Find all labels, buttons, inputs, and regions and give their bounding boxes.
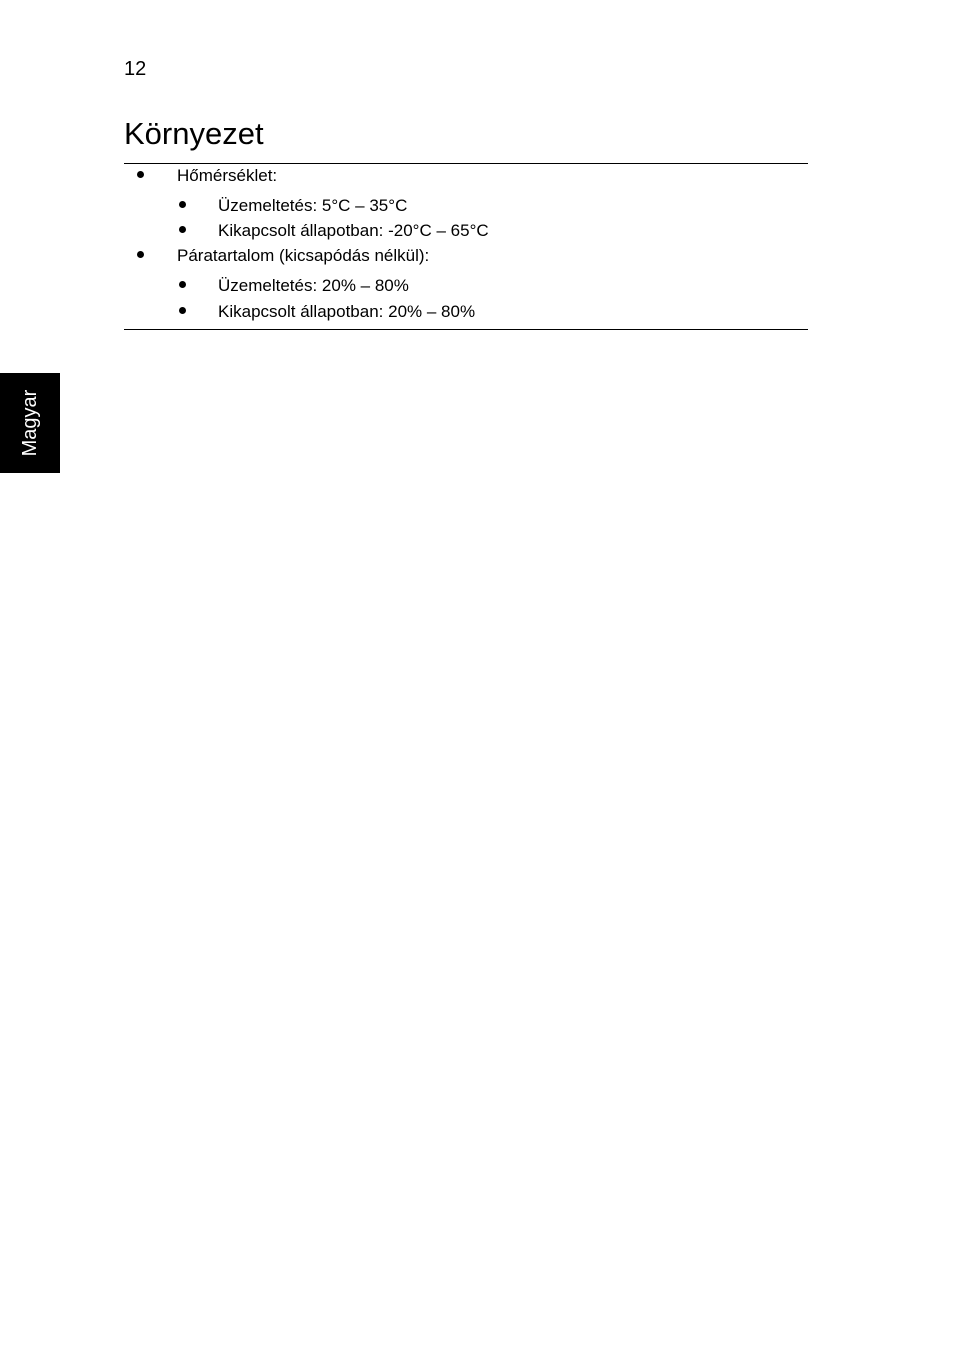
bullet-icon xyxy=(179,201,186,208)
language-side-tab xyxy=(0,373,60,473)
bullet-icon xyxy=(137,251,144,258)
spec-subitem-humidity-off: Kikapcsolt állapotban: 20% – 80% xyxy=(218,302,476,321)
bullet-icon xyxy=(179,281,186,288)
language-side-tab-label: Magyar xyxy=(19,389,41,457)
bullet-icon xyxy=(137,171,144,178)
spec-subitem-temperature-operating: Üzemeltetés: 5°C – 35°C xyxy=(218,196,408,215)
spec-subitem-humidity-operating: Üzemeltetés: 20% – 80% xyxy=(218,276,409,295)
page-title: Környezet xyxy=(124,116,264,151)
top-divider xyxy=(124,163,808,164)
bullet-icon xyxy=(179,226,186,233)
spec-item-humidity: Páratartalom (kicsapódás nélkül): xyxy=(177,246,430,265)
bullet-icon xyxy=(179,307,186,314)
bottom-divider xyxy=(124,329,808,330)
page-number: 12 xyxy=(124,58,147,80)
spec-subitem-temperature-off: Kikapcsolt állapotban: -20°C – 65°C xyxy=(218,221,489,240)
spec-item-temperature: Hőmérséklet: xyxy=(177,166,278,185)
